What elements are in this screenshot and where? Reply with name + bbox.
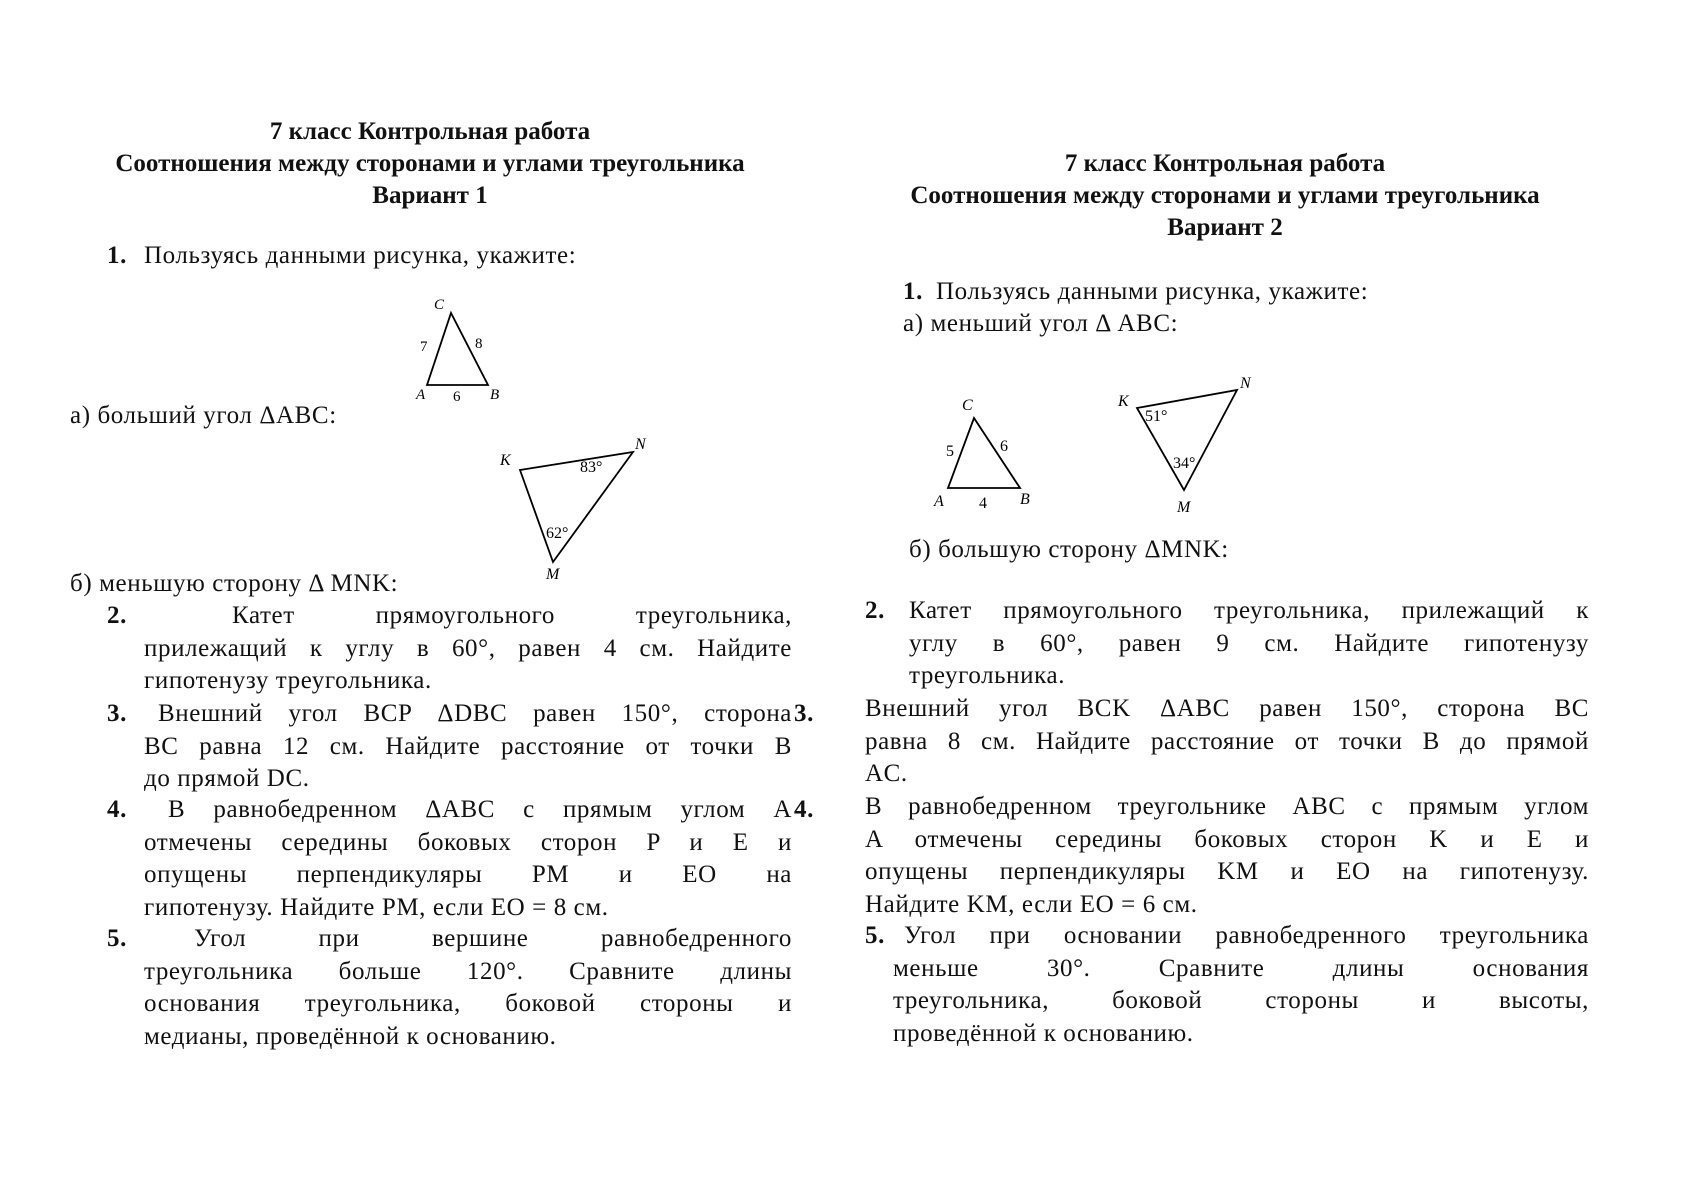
v2-side-ab: 4 — [979, 495, 987, 512]
v1-q4-line: опущены перпендикуляры PM и EO на — [144, 861, 792, 888]
v2-q3-number: 3. — [794, 700, 814, 727]
v1-q1a: а) больший угол ΔABC: — [70, 402, 337, 429]
v2-vertex-n: N — [1240, 375, 1251, 392]
v2-angle-m: 34° — [1173, 455, 1196, 472]
v2-q4-line: В равнобедренном треугольнике ABC с прямым углом — [865, 793, 1589, 820]
v2-q5-number: 5. — [865, 922, 885, 949]
v1-q3-line: Внешний угол BCP ΔDBC равен 150°, сторона — [158, 700, 792, 727]
v2-triangle-abc — [948, 418, 1020, 488]
v1-q3-line: BC равна 12 см. Найдите расстояние от точки B — [144, 732, 792, 760]
v1-q5-line: медианы, проведённой к основанию. — [144, 1022, 557, 1050]
v1-triangle-mnk-figure — [492, 432, 662, 592]
v2-q1a: а) меньший угол Δ ABC: — [903, 310, 1179, 337]
v2-q1b: б) большую сторону ΔMNK: — [909, 536, 1229, 563]
v1-header-variant: Вариант 1 — [372, 182, 488, 209]
v1-q5-line: основания треугольника, боковой стороны и — [144, 990, 792, 1017]
v1-q5-line: треугольника больше 120°. Сравните длины — [144, 957, 792, 985]
v1-q2-line: прилежащий к углу в 60°, равен 4 см. Найдите — [144, 634, 792, 662]
v2-q2-line: углу в 60°, равен 9 см. Найдите гипотенузу — [909, 629, 1589, 657]
v2-q2-line: треугольника. — [909, 662, 1066, 689]
v2-header-grade: 7 класс Контрольная работа — [1064, 150, 1386, 177]
v2-vertex-m: M — [1177, 499, 1191, 516]
v2-q5-line: треугольника, боковой стороны и высоты, — [893, 987, 1589, 1014]
v1-triangle-mnk — [520, 452, 633, 562]
v2-q5-text — [893, 920, 1589, 1050]
v2-q5-line: меньше 30°. Сравните длины основания — [893, 954, 1589, 982]
v2-q3-text — [865, 693, 1589, 791]
v1-q2-number: 2. — [107, 602, 127, 629]
v2-vertex-k: K — [1118, 393, 1129, 410]
v2-vertex-b: B — [1020, 491, 1030, 508]
v1-q4-line: гипотенузу. Найдите PM, если EO = 8 см. — [144, 893, 609, 921]
v1-q5-number: 5. — [107, 925, 127, 952]
v2-side-ac: 5 — [946, 443, 954, 460]
v1-angle-m: 62° — [546, 525, 569, 542]
v2-side-bc: 6 — [1000, 438, 1008, 455]
v2-vertex-c: C — [962, 397, 973, 414]
v2-q4-text — [865, 791, 1589, 921]
v1-angle-n: 83° — [580, 459, 603, 476]
v2-q3-line: Внешний угол BCK ΔABC равен 150°, сторона BC — [865, 695, 1589, 722]
v1-vertex-m: M — [546, 566, 560, 583]
v1-q3-text — [144, 698, 792, 796]
v2-q5-line: проведённой к основанию. — [893, 1019, 1194, 1047]
v1-q4-text — [144, 794, 792, 924]
v2-q2-line: Катет прямоугольного треугольника, прилежащий к — [909, 597, 1589, 624]
v1-q5-text — [144, 923, 792, 1053]
v2-triangle-abc-figure — [928, 392, 1038, 512]
v1-q4-line: отмечены середины боковых сторон P и E и — [144, 828, 792, 856]
v1-q2-text — [144, 600, 792, 698]
v2-header-variant: Вариант 2 — [1167, 214, 1283, 241]
v2-q5-line: Угол при основании равнобедренного треугольника — [904, 922, 1589, 949]
v1-q1b: б) меньшую сторону Δ MNK: — [70, 570, 399, 597]
v1-vertex-a: A — [416, 387, 426, 403]
v1-q5-line: Угол при вершине равнобедренного — [194, 925, 792, 952]
v2-q2-text — [909, 595, 1589, 693]
v2-triangle-mnk-figure — [1110, 372, 1280, 522]
v1-vertex-b: B — [490, 387, 500, 403]
v1-q4-line: В равнобедренном ΔABC с прямым углом A — [168, 796, 792, 823]
v2-triangle-mnk — [1137, 390, 1237, 490]
v2-q2-number: 2. — [865, 597, 885, 624]
v1-q4-number: 4. — [107, 796, 127, 823]
v2-q4-line: опущены перпендикуляры KM и EO на гипотенузу. — [865, 858, 1589, 885]
v1-q2-line: Катет прямоугольного треугольника, — [232, 602, 792, 629]
v1-vertex-k: K — [500, 452, 511, 469]
v2-angle-k: 51° — [1145, 408, 1168, 425]
v1-q1-number: 1. — [107, 242, 127, 269]
v2-q4-number: 4. — [794, 796, 814, 823]
v2-q4-line: Найдите KM, если EO = 6 см. — [865, 890, 1198, 918]
v1-triangle-abc-figure — [405, 295, 515, 407]
v2-q1-number: 1. — [903, 278, 923, 305]
v2-q3-line: равна 8 см. Найдите расстояние от точки B до прямой — [865, 727, 1589, 755]
v2-q4-line: A отмечены середины боковых сторон K и E и — [865, 825, 1589, 853]
v2-q1-text: Пользуясь данными рисунка, укажите: — [936, 278, 1369, 305]
v1-side-bc: 8 — [475, 336, 483, 352]
v1-q3-line: до прямой DC. — [144, 765, 310, 792]
v1-vertex-n: N — [635, 436, 646, 453]
v1-vertex-c: C — [434, 297, 445, 313]
v2-q3-line: AC. — [865, 760, 908, 787]
v1-header-grade: 7 класс Контрольная работа — [269, 118, 591, 145]
v1-q3-number: 3. — [107, 700, 127, 727]
v1-side-ac: 7 — [420, 339, 428, 355]
v2-vertex-a: A — [934, 493, 944, 510]
v1-q2-line: гипотенузу треугольника. — [144, 667, 432, 694]
v1-header-topic: Соотношения между сторонами и углами треугольника — [115, 150, 745, 177]
v2-header-topic: Соотношения между сторонами и углами треугольника — [910, 182, 1540, 209]
v1-side-ab: 6 — [453, 389, 461, 405]
v1-q1-text: Пользуясь данными рисунка, укажите: — [144, 242, 577, 269]
